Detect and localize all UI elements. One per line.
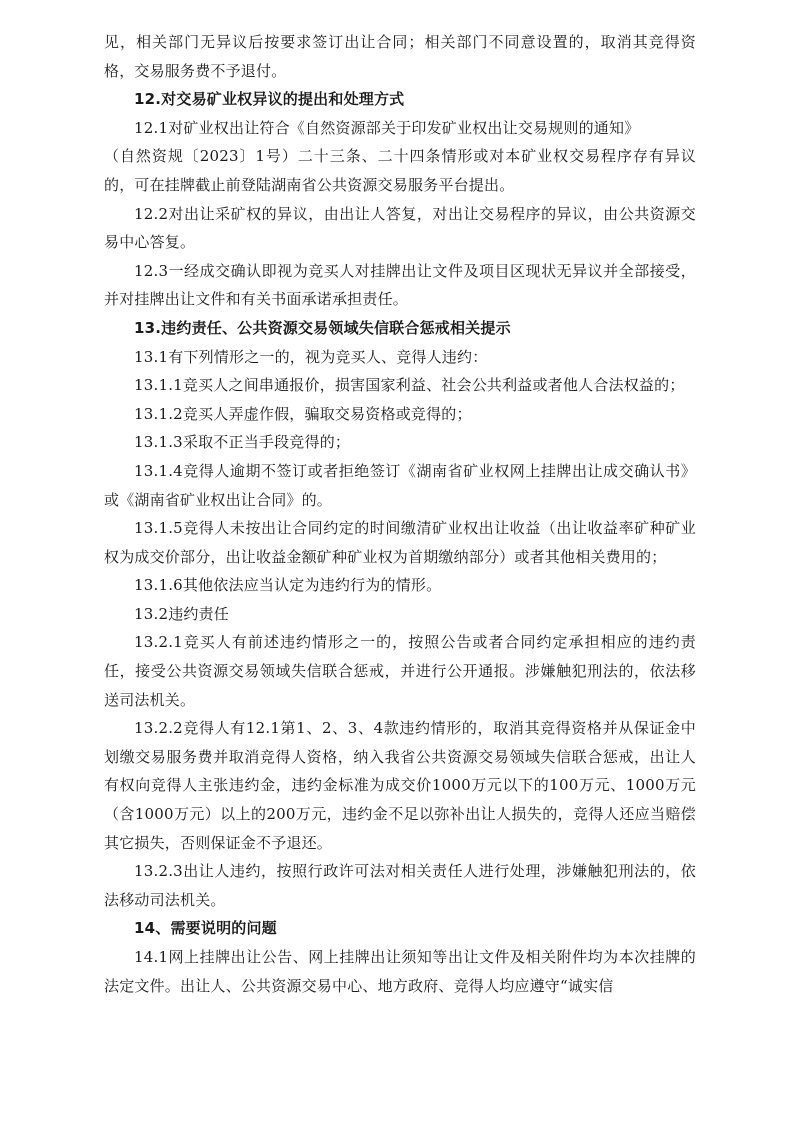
paragraph: 13.2违约责任 [134, 604, 229, 623]
paragraph: 13.1.5竞得人未按出让合同约定的时间缴清矿业权出让收益（出让收益率矿种矿业权为成交价部分，出让收益金额矿种矿业权为首期缴纳部分）或者其他相关费用的； [104, 519, 696, 566]
paragraph: 12.1对矿业权出让符合《自然资源部关于印发矿业权出让交易规则的通知》 [134, 118, 640, 137]
paragraph: 13.2.2竞得人有12.1第1、2、3、4款违约情形的，取消其竞得资格并从保证金中划缴交易服务费并取消竞得人资格，纳入我省公共资源交易领域失信联合惩戒，出让人有权向竞得人主张违约金，违约金标准为成交价1000万元以下的100万元、1000万元（含1000万元）以上的200万元，违约金不足以弥补出让人损失的，竞得人还应当赔偿其它损失，否则保证金不予退还。 [104, 719, 696, 852]
paragraph: 13.1.3采取不正当手段竞得的； [134, 433, 351, 452]
paragraph: 14.1网上挂牌出让公告、网上挂牌出让须知等出让文件及相关附件均为本次挂牌的法定文件。出让人、公共资源交易中心、地方政府、竞得人均应遵守“诚实信 [104, 948, 696, 995]
paragraph: 13.1有下列情形之一的，视为竞买人、竞得人违约： [134, 347, 488, 366]
section-heading: 14、需要说明的问题 [134, 919, 277, 938]
paragraph: 12.3一经成交确认即视为竞买人对挂牌出让文件及项目区现状无异议并全部接受，并对挂牌出让文件和有关书面承诺承担责任。 [104, 261, 696, 309]
paragraph: 13.1.2竞买人弄虚作假，骗取交易资格或竞得的； [134, 404, 472, 423]
paragraph: 13.1.6其他依法应当认定为违约行为的情形。 [134, 576, 442, 595]
paragraph: 13.2.3出让人违约，按照行政许可法对相关责任人进行处理，涉嫌触犯刑法的，依法移动司法机关。 [104, 862, 696, 909]
section-heading: 12.对交易矿业权异议的提出和处理方式 [134, 90, 405, 109]
paragraph: 见，相关部门无异议后按要求签订出让合同；相关部门不同意设置的，取消其竞得资格，交易服务费不予退付。 [104, 33, 696, 80]
paragraph: 13.2.1竞买人有前述违约情形之一的，按照公告或者合同约定承担相应的违约责任，接受公共资源交易领域失信联合惩戒，并进行公开通报。涉嫌触犯刑法的，依法移送司法机关。 [104, 633, 696, 709]
paragraph: 13.1.4竞得人逾期不签订或者拒绝签订《湖南省矿业权网上挂牌出让成交确认书》或《湖南省矿业权出让合同》的。 [104, 461, 696, 509]
section-heading: 13.违约责任、公共资源交易领域失信联合惩戒相关提示 [134, 318, 511, 337]
paragraph: （自然资规〔2023〕1号）二十三条、二十四条情形或对本矿业权交易程序存有异议的，可在挂牌截止前登陆湖南省公共资源交易服务平台提出。 [104, 147, 696, 194]
paragraph: 13.1.1竞买人之间串通报价，损害国家利益、社会公共利益或者他人合法权益的； [134, 376, 685, 395]
paragraph: 12.2对出让采矿权的异议，由出让人答复，对出让交易程序的异议，由公共资源交易中心答复。 [104, 204, 696, 252]
document-body [104, 28, 696, 1000]
